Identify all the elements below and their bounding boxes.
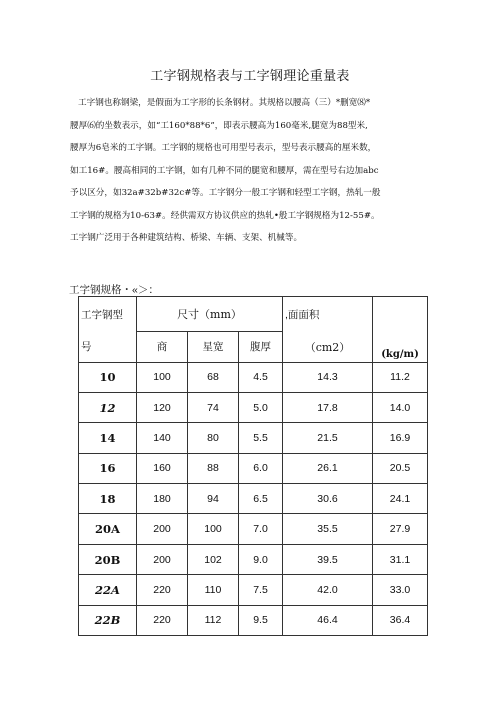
weight-cell: 14.0 <box>373 392 428 422</box>
intro-paragraph <box>70 92 430 250</box>
web-cell: 5.5 <box>239 423 283 453</box>
web-cell: 7.0 <box>239 514 283 544</box>
height-cell: 180 <box>137 484 188 514</box>
weight-cell: 31.1 <box>373 544 428 574</box>
height-header: 商 <box>137 332 188 363</box>
table-row <box>79 575 428 605</box>
height-cell: 220 <box>137 575 188 605</box>
width-cell: 112 <box>188 605 239 635</box>
area-cell: 39.5 <box>283 544 373 574</box>
model-cell: 14 <box>79 423 137 453</box>
weight-cell: 20.5 <box>373 453 428 483</box>
weight-cell: 36.4 <box>373 605 428 635</box>
web-header: 腹厚 <box>239 332 283 363</box>
web-cell: 9.0 <box>239 544 283 574</box>
specs-table <box>78 296 428 636</box>
model-header-line2: 号 <box>79 332 137 363</box>
model-cell: 18 <box>79 484 137 514</box>
paragraph-line: 腰厚为6皂米的工字钢。工字钢的规格也可用型号表示，型号表示腰高的厘米数， <box>70 143 377 153</box>
model-cell: 16 <box>79 453 137 483</box>
paragraph-line: 如工16#。腰高相同的工字钢，如有几种不同的腿宽和腰厚，需在型号右边加abc <box>70 165 379 176</box>
width-cell: 74 <box>188 392 239 422</box>
web-cell: 6.0 <box>239 453 283 483</box>
width-cell: 88 <box>188 453 239 483</box>
section-heading: 工字钢规格・«＞： <box>69 284 159 296</box>
table-subheader-row <box>79 332 428 363</box>
weight-cell: 24.1 <box>373 484 428 514</box>
paragraph-line: 腰厚⑹的坐数表示，如“工160*88*6”，即表示腰高为160毫米,腿宽为88型米, <box>70 120 368 131</box>
area-cell: 21.5 <box>283 423 373 453</box>
area-cell: 17.8 <box>283 392 373 422</box>
width-cell: 94 <box>188 484 239 514</box>
area-header-line2: （cm2） <box>283 332 373 363</box>
width-cell: 102 <box>188 544 239 574</box>
model-cell: 10 <box>79 362 137 392</box>
height-cell: 140 <box>137 423 188 453</box>
weight-header: (kg/m) <box>373 332 428 363</box>
model-cell: 20B <box>79 544 137 574</box>
weight-cell: 27.9 <box>373 514 428 544</box>
web-cell: 7.5 <box>239 575 283 605</box>
model-cell: 22B <box>79 605 137 635</box>
weight-header-top <box>373 297 428 332</box>
height-cell: 200 <box>137 544 188 574</box>
width-header: 星宽 <box>188 332 239 363</box>
web-cell: 9.5 <box>239 605 283 635</box>
weight-cell: 16.9 <box>373 423 428 453</box>
table-row <box>79 544 428 574</box>
height-cell: 100 <box>137 362 188 392</box>
height-cell: 120 <box>137 392 188 422</box>
table-row <box>79 362 428 392</box>
web-cell: 6.5 <box>239 484 283 514</box>
paragraph-line: 工字钢的规格为10-63#。经供需双方协议供应的热轧•般工字钢规格为12-55#。 <box>70 210 380 221</box>
paragraph-line: 工字钢也称钢梁，是假面为工字形的长条钢材。其规格以腰高（三）*删宽⑻* <box>78 98 371 108</box>
table-row <box>79 605 428 635</box>
height-cell: 200 <box>137 514 188 544</box>
weight-cell: 33.0 <box>373 575 428 605</box>
width-cell: 68 <box>188 362 239 392</box>
table-row <box>79 514 428 544</box>
width-cell: 100 <box>188 514 239 544</box>
paragraph-line: 工字钢广泛用于各种建筑结构、桥梁、车辆、支架、机械等。 <box>70 233 303 243</box>
model-cell: 20A <box>79 514 137 544</box>
paragraph-line: 予以区分，如32a#32b#32c#等。工字钢分一般工字钢和轻型工字钢，热轧一般 <box>70 188 381 198</box>
area-cell: 26.1 <box>283 453 373 483</box>
height-cell: 220 <box>137 605 188 635</box>
width-cell: 110 <box>188 575 239 605</box>
document-title: 工字钢规格表与工字钢理论重量表 <box>150 69 350 84</box>
size-group-header: 尺寸（mm） <box>137 297 283 332</box>
table-row <box>79 484 428 514</box>
model-cell: 22A <box>79 575 137 605</box>
web-cell: 5.0 <box>239 392 283 422</box>
width-cell: 80 <box>188 423 239 453</box>
area-header <box>283 297 373 332</box>
area-header-line1: ,面面积 <box>285 308 320 321</box>
area-cell: 42.0 <box>283 575 373 605</box>
web-cell: 4.5 <box>239 362 283 392</box>
area-cell: 30.6 <box>283 484 373 514</box>
model-header <box>79 297 137 332</box>
area-cell: 14.3 <box>283 362 373 392</box>
table-header-row <box>79 297 428 332</box>
model-cell: 12 <box>79 392 137 422</box>
table-row <box>79 453 428 483</box>
table-row <box>79 423 428 453</box>
weight-cell: 11.2 <box>373 362 428 392</box>
table-row <box>79 392 428 422</box>
height-cell: 160 <box>137 453 188 483</box>
model-header-line1: 工字钢型 <box>81 308 123 321</box>
area-cell: 35.5 <box>283 514 373 544</box>
area-cell: 46.4 <box>283 605 373 635</box>
